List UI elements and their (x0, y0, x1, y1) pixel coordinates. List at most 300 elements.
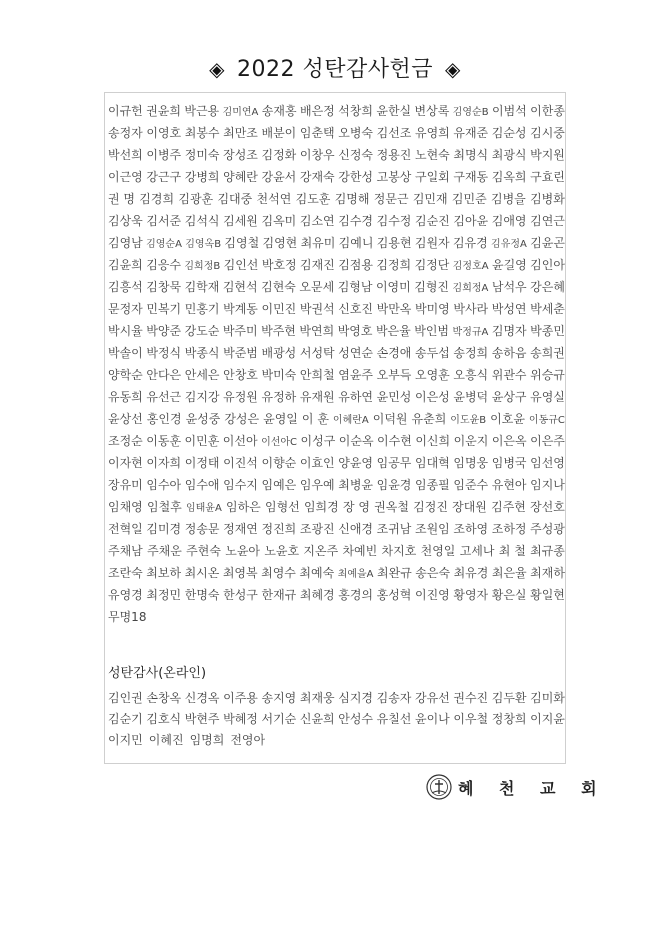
donor-name: 문정자 (108, 302, 143, 316)
donor-name: 노윤아 (225, 544, 261, 558)
donor-name: 이주용 (223, 691, 258, 705)
donor-name: 권수진 (453, 691, 489, 705)
donor-name: 이성구 (300, 434, 336, 448)
name-row (108, 430, 566, 452)
donor-name: 김영옥B (185, 239, 222, 250)
donor-name: 김형진 (414, 280, 450, 294)
donor-name: 황영자 (453, 588, 489, 602)
donor-name: 박정규A (452, 327, 489, 338)
donor-name: 구재동 (453, 170, 489, 184)
donor-name: 임하은 (226, 500, 261, 514)
donor-name: 송희권 (530, 346, 565, 360)
name-row (108, 320, 566, 342)
donor-name: 박은율 (375, 324, 411, 338)
donor-name: 최예숙 (299, 566, 335, 580)
donor-name: 박근용 (184, 104, 220, 118)
donor-name: 한성구 (223, 588, 258, 602)
donor-name: 김병을 (491, 192, 526, 206)
donor-name: 박계동 (223, 302, 258, 316)
donor-name: 최규종 (530, 544, 565, 558)
donor-name: 김상욱 (108, 214, 143, 228)
donor-name: 임수아 (146, 478, 182, 492)
donor-name: 양학순 (108, 368, 143, 382)
donor-name: 임선영 (530, 456, 565, 470)
donor-name: 이효인 (299, 456, 335, 470)
donor-name: 신경옥 (184, 691, 220, 705)
donor-name: 김대중 (217, 192, 253, 206)
page-title (0, 52, 670, 83)
donor-name: 김순기 (108, 712, 143, 726)
donor-name: 박현주 (184, 712, 220, 726)
donor-name: 김예니 (338, 236, 374, 250)
donor-name: 석창희 (338, 104, 373, 118)
donor-name: 김희정B (184, 261, 221, 272)
donor-name: 성연순 (338, 346, 374, 360)
donor-name: 임명희 (189, 733, 225, 747)
donor-name: 강재숙 (299, 170, 335, 184)
donor-name: 김애영 (491, 214, 527, 228)
donor-name: 김주현 (491, 500, 526, 514)
donor-name: 이수현 (377, 434, 412, 448)
donor-name: 박종식 (184, 346, 220, 360)
name-row (108, 342, 566, 364)
donor-name: 천석연 (256, 192, 292, 206)
donor-name: 주성광 (530, 522, 565, 536)
donor-name: 임수애 (184, 478, 220, 492)
donor-name: 이정태 (184, 456, 220, 470)
name-row (108, 298, 566, 320)
donor-name: 황은실 (491, 588, 527, 602)
donor-name: 윤길영 (491, 258, 527, 272)
name-row (108, 518, 566, 540)
donor-name: 최영수 (261, 566, 296, 580)
donor-name: 김시중 (530, 126, 565, 140)
church-logo-icon (426, 774, 452, 800)
donor-name: 김옥희 (491, 170, 527, 184)
donor-name: 박주미 (222, 324, 258, 338)
donor-name: 주채운 (147, 544, 182, 558)
donor-name: 임채영 (108, 500, 143, 514)
donor-name: 김수정 (376, 214, 412, 228)
donor-name: 유영실 (530, 390, 565, 404)
donor-name: 임희경 (303, 500, 339, 514)
donor-name: 박사라 (453, 302, 489, 316)
donor-name: 김정진 (413, 500, 448, 514)
donor-name: 최재하 (530, 566, 565, 580)
donor-name: 김민재 (412, 192, 448, 206)
donor-name: 오부득 (376, 368, 412, 382)
donor-name: 윤성중 (185, 412, 221, 426)
donor-name: 김영현 (262, 236, 298, 250)
name-row (108, 562, 566, 584)
donor-name: 이지윤 (530, 712, 565, 726)
donor-name: 김민준 (451, 192, 487, 206)
donor-name: 임종필 (415, 478, 450, 492)
donor-name: 윤민성 (376, 390, 412, 404)
donor-name: 고세나 (459, 544, 495, 558)
donor-name: 박권석 (299, 302, 335, 316)
donor-name: 김유정A (491, 239, 527, 250)
donor-name: 송재홍 (261, 104, 297, 118)
donor-name: 김점용 (338, 258, 373, 272)
donor-name: 김수경 (338, 214, 374, 228)
donor-name: 박주현 (261, 324, 296, 338)
donor-name: 김인아 (530, 258, 565, 272)
donor-name: 조하정 (491, 522, 527, 536)
donor-name: 주채남 (108, 544, 143, 558)
donor-name: 장 영 (342, 500, 370, 514)
donor-name: 위승규 (530, 368, 565, 382)
donor-name: 임수지 (223, 478, 258, 492)
donor-name: 안세은 (184, 368, 220, 382)
donor-name: 강근구 (146, 170, 182, 184)
name-row (108, 364, 566, 386)
donor-name: 유재준 (453, 126, 489, 140)
donor-name: 김미경 (146, 522, 182, 536)
donor-name: 최재웅 (299, 691, 335, 705)
online-donor-names (108, 688, 566, 751)
donor-name: 최정민 (146, 588, 182, 602)
donor-name: 김학재 (184, 280, 220, 294)
donor-name: 조정순 (108, 434, 143, 448)
donor-name: 이민훈 (184, 434, 220, 448)
donor-name: 박만옥 (376, 302, 412, 316)
donor-name: 이자희 (146, 456, 182, 470)
donor-name: 윤이나 (415, 712, 450, 726)
online-section-title: 성탄감사(온라인) (108, 666, 207, 681)
donor-name: 조귀남 (376, 522, 412, 536)
donor-name: 이운지 (453, 434, 489, 448)
donor-name: 장성조 (223, 148, 258, 162)
donor-name: 최예을A (337, 569, 374, 580)
donor-name: 김도훈 (295, 192, 331, 206)
donor-name: 서성탁 (299, 346, 335, 360)
donor-name: 이은주 (530, 434, 565, 448)
donor-name: 박미숙 (261, 368, 297, 382)
donor-name: 김영남 (108, 236, 143, 250)
church-name: 혜 천 교 회 (458, 778, 607, 798)
donor-name: 배분이 (261, 126, 297, 140)
donor-name: 임춘택 (299, 126, 335, 140)
donor-name: 유영경 (108, 588, 143, 602)
donor-name: 이진석 (223, 456, 258, 470)
donor-name: 김순성 (491, 126, 527, 140)
donor-name: 임준수 (453, 478, 489, 492)
donor-name: 이우철 (453, 712, 489, 726)
donor-name: 박솔이 (108, 346, 143, 360)
donor-name: 박지원 (530, 148, 565, 162)
donor-name: 김인권 (108, 691, 143, 705)
name-row (108, 688, 566, 709)
donor-name: 김미화 (530, 691, 565, 705)
donor-name: 김호식 (146, 712, 182, 726)
donor-name: 최시온 (184, 566, 220, 580)
donor-name: 박미영 (415, 302, 450, 316)
donor-name: 서기순 (261, 712, 297, 726)
donor-name: 임병국 (491, 456, 527, 470)
name-row (108, 232, 566, 254)
donor-name: 김선조 (376, 126, 412, 140)
donor-name: 임형선 (264, 500, 300, 514)
donor-name: 강성은 (224, 412, 260, 426)
donor-name: 김형남 (337, 280, 373, 294)
donor-name: 이선아 (222, 434, 258, 448)
donor-name: 조란숙 (108, 566, 143, 580)
donor-name: 최보하 (146, 566, 182, 580)
donor-name: 임태윤A (185, 503, 222, 514)
name-row (108, 100, 566, 122)
donor-name: 안희철 (299, 368, 335, 382)
donor-name: 윤상선 (108, 412, 143, 426)
name-row (108, 709, 566, 730)
donor-name: 최명식 (453, 148, 489, 162)
donor-name: 이호윤 (490, 412, 525, 426)
donor-name: 이동규C (528, 415, 565, 426)
donor-name: 차예빈 (342, 544, 378, 558)
donor-name: 최영복 (222, 566, 258, 580)
donor-name: 송정자 (108, 126, 143, 140)
donor-name: 강병희 (184, 170, 220, 184)
donor-name: 신윤희 (299, 712, 335, 726)
donor-name: 박양준 (146, 324, 182, 338)
donor-name: 정미숙 (184, 148, 220, 162)
donor-name: 구효린 (530, 170, 565, 184)
donor-name: 이민진 (261, 302, 297, 316)
donor-name: 이향순 (261, 456, 297, 470)
donor-name: 유선근 (146, 390, 182, 404)
donor-name: 김순진 (415, 214, 450, 228)
donor-name: 최혜경 (299, 588, 335, 602)
donor-name: 위관수 (491, 368, 527, 382)
donor-name: 박선희 (108, 148, 143, 162)
donor-name: 이도윤B (450, 415, 487, 426)
donor-name: 박시율 (108, 324, 143, 338)
donor-name: 지온주 (303, 544, 339, 558)
donor-name: 윤한실 (376, 104, 412, 118)
donor-name: 김정희 (376, 258, 412, 272)
donor-name: 천영일 (420, 544, 456, 558)
name-row (108, 452, 566, 474)
donor-name: 이영미 (375, 280, 411, 294)
donor-name: 김서준 (146, 214, 182, 228)
donor-name: 김석식 (184, 214, 220, 228)
donor-name: 김옥미 (261, 214, 297, 228)
donor-name: 김명해 (334, 192, 370, 206)
title-text: 2022 성탄감사헌금 (237, 57, 433, 82)
donor-name: 신호진 (338, 302, 374, 316)
name-row (108, 584, 566, 606)
donor-name: 김영철 (224, 236, 260, 250)
donor-name: 박연희 (299, 324, 335, 338)
donor-name: 최은율 (491, 566, 527, 580)
donor-name: 조하영 (453, 522, 489, 536)
donor-name: 장대원 (452, 500, 487, 514)
donor-name: 김영순A (146, 239, 182, 250)
name-row (108, 188, 566, 210)
donor-name: 강도순 (184, 324, 220, 338)
donor-name: 신애경 (338, 522, 374, 536)
donor-name: 민복기 (146, 302, 182, 316)
donor-name: 송지영 (261, 691, 297, 705)
donor-name: 최광식 (491, 148, 527, 162)
donor-name: 김응수 (146, 258, 181, 272)
donor-name: 이혜란A (332, 415, 369, 426)
donor-name: 임예은 (261, 478, 297, 492)
donor-name: 정창희 (491, 712, 527, 726)
donor-name: 정용진 (376, 148, 412, 162)
donor-name: 강한성 (338, 170, 374, 184)
donor-name: 임철후 (146, 500, 182, 514)
donor-name: 윤영일 (263, 412, 298, 426)
donor-name: 김소연 (299, 214, 335, 228)
donor-name: 양혜란 (223, 170, 258, 184)
donor-name: 강유선 (415, 691, 450, 705)
donor-name: 홍인경 (146, 412, 182, 426)
donor-name: 정재연 (223, 522, 258, 536)
donor-name: 오문세 (299, 280, 335, 294)
donor-name: 유하연 (338, 390, 374, 404)
donor-name: 이선아C (261, 437, 298, 448)
donor-name: 최유미 (300, 236, 336, 250)
donor-name: 유정원 (223, 390, 258, 404)
donor-name: 유동희 (108, 390, 143, 404)
donor-name: 윤병덕 (453, 390, 489, 404)
name-row (108, 254, 566, 276)
donor-name: 박정식 (146, 346, 182, 360)
donor-name: 이진영 (415, 588, 450, 602)
donor-name: 이자현 (108, 456, 143, 470)
donor-name: 신정숙 (338, 148, 374, 162)
donor-name: 김정단 (414, 258, 450, 272)
donor-name: 김명자 (491, 324, 527, 338)
donor-name: 배광성 (261, 346, 297, 360)
donor-name: 송은숙 (415, 566, 451, 580)
donor-name: 이지민 (108, 733, 143, 747)
donor-name: 김현숙 (261, 280, 296, 294)
donor-name: 김현석 (222, 280, 258, 294)
donor-name: 박영호 (337, 324, 373, 338)
donor-name: 송하음 (491, 346, 527, 360)
donor-name: 김윤희 (108, 258, 143, 272)
donor-name: 임우예 (299, 478, 335, 492)
donor-name: 안다은 (146, 368, 182, 382)
donor-name: 안성수 (338, 712, 374, 726)
donor-name: 권윤희 (146, 104, 181, 118)
name-row (108, 474, 566, 496)
donor-name: 김경희 (139, 192, 175, 206)
donor-name: 조광진 (299, 522, 335, 536)
donor-name: 조원임 (415, 522, 450, 536)
donor-name: 이범석 (491, 104, 527, 118)
donor-name: 임대혁 (415, 456, 450, 470)
donor-name: 윤상구 (491, 390, 527, 404)
donor-name: 배은정 (299, 104, 335, 118)
diamond-left-icon: ◈ (209, 57, 225, 81)
donor-name: 이근영 (108, 170, 143, 184)
donor-name: 권옥철 (374, 500, 409, 514)
name-row (108, 210, 566, 232)
donor-name: 장유미 (108, 478, 143, 492)
donor-name: 박호정 (261, 258, 297, 272)
donor-name: 김영순B (452, 107, 489, 118)
donor-name: 박혜정 (223, 712, 258, 726)
donor-name: 박준범 (223, 346, 258, 360)
donor-name: 손경애 (376, 346, 412, 360)
donor-name: 김지강 (184, 390, 220, 404)
donor-name: 김인선 (223, 258, 259, 272)
donor-name: 김원자 (414, 236, 450, 250)
donor-name: 김희정A (452, 283, 489, 294)
name-row (108, 730, 566, 751)
donor-name: 김세원 (223, 214, 258, 228)
donor-name: 김정호A (452, 261, 489, 272)
donor-name: 한재규 (261, 588, 297, 602)
donor-name: 유춘희 (411, 412, 447, 426)
donor-name: 민홍기 (184, 302, 220, 316)
donor-name: 이동훈 (146, 434, 182, 448)
donor-name: 이덕원 (372, 412, 408, 426)
donor-name: 노현숙 (415, 148, 450, 162)
donor-name: 임윤경 (376, 478, 412, 492)
donor-name: 장선호 (530, 500, 565, 514)
donor-name: 오영훈 (415, 368, 450, 382)
donor-names (108, 100, 566, 628)
donor-name: 최만조 (223, 126, 258, 140)
donor-name: 이순옥 (338, 434, 374, 448)
donor-name: 임명웅 (453, 456, 489, 470)
donor-name: 유영희 (415, 126, 450, 140)
donor-name: 전영아 (230, 733, 266, 747)
donor-name: 김송자 (376, 691, 412, 705)
donor-name: 이은옥 (491, 434, 527, 448)
donor-name: 양윤영 (338, 456, 374, 470)
donor-name: 강윤서 (261, 170, 297, 184)
name-row (108, 606, 566, 628)
donor-name: 정진희 (261, 522, 297, 536)
donor-name: 황일현 (530, 588, 565, 602)
donor-name: 이규헌 (108, 104, 143, 118)
diamond-right-icon: ◈ (445, 57, 461, 81)
donor-name: 이한종 (530, 104, 565, 118)
donor-name: 한명숙 (184, 588, 220, 602)
name-row (108, 408, 566, 430)
donor-name: 김광훈 (178, 192, 214, 206)
donor-name: 이영호 (146, 126, 182, 140)
donor-name: 김두환 (491, 691, 527, 705)
name-row (108, 122, 566, 144)
donor-name: 박인범 (414, 324, 450, 338)
donor-name: 최봉수 (184, 126, 220, 140)
donor-name: 이창우 (299, 148, 335, 162)
donor-name: 김용현 (376, 236, 412, 250)
donor-name: 차지호 (381, 544, 417, 558)
donor-name: 남석우 (491, 280, 527, 294)
church-signature (426, 774, 607, 800)
donor-name: 최유경 (453, 566, 489, 580)
donor-name: 김재진 (300, 258, 335, 272)
donor-name: 안창호 (223, 368, 258, 382)
donor-name: 유재원 (299, 390, 335, 404)
name-row (108, 496, 566, 518)
name-row (108, 144, 566, 166)
donor-name: 심지경 (338, 691, 374, 705)
donor-name: 김흥석 (108, 280, 143, 294)
donor-name: 이혜진 (148, 733, 184, 747)
donor-name: 최병윤 (338, 478, 374, 492)
donor-name: 강은혜 (530, 280, 565, 294)
donor-name: 임공무 (376, 456, 412, 470)
donor-name: 이 훈 (301, 412, 329, 426)
